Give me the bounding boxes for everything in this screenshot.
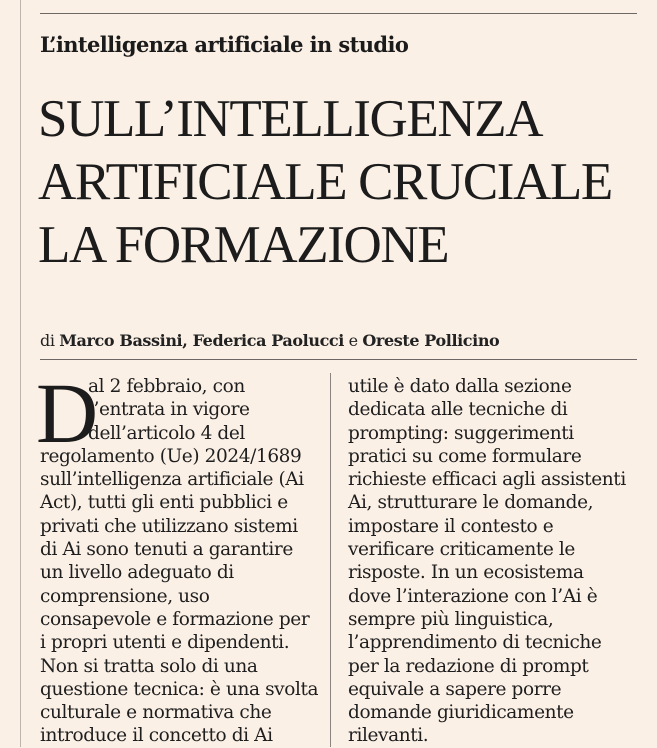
body-line: richieste efficaci agli assistenti (348, 469, 626, 491)
body-line: verificare criticamente le (348, 539, 575, 561)
byline-rule (40, 359, 637, 360)
body-line: i propri utenti e dipendenti. (40, 632, 290, 654)
section-kicker: L’intelligenza artificiale in studio (40, 32, 409, 57)
author-name: Marco Bassini (59, 331, 183, 350)
body-line: risposte. In un ecosistema (348, 562, 584, 584)
left-margin-rule (20, 0, 21, 747)
body-line: privati che utilizzano sistemi (40, 515, 298, 537)
top-rule (40, 13, 637, 14)
body-line: l’entrata in vigore (88, 399, 250, 421)
body-line: dedicata alle tecniche di (348, 399, 568, 421)
byline (40, 331, 499, 350)
body-line: sull’intelligenza artificiale (Ai (40, 469, 304, 491)
column-separator (330, 373, 331, 747)
body-line: equivale a sapere porre (348, 678, 562, 700)
body-line: Non si tratta solo di una (40, 655, 258, 677)
headline-line: ARTIFICIALE CRUCIALE (38, 153, 612, 211)
headline (38, 88, 648, 277)
body-line: prompting: suggerimenti (348, 422, 574, 444)
body-column-left (40, 375, 325, 748)
body-line: per la redazione di prompt (348, 655, 589, 677)
body-column-right (348, 375, 638, 748)
body-line: domande giuridicamente (348, 702, 574, 724)
body-line: un livello adeguato di (40, 562, 234, 584)
body-line: culturale e normativa che (40, 702, 272, 724)
body-line: comprensione, uso (40, 585, 210, 607)
body-line: Act), tutti gli enti pubblici e (40, 492, 288, 514)
body-line: utile è dato dalla sezione (348, 376, 572, 397)
body-line: sempre più linguistica, (348, 608, 554, 630)
body-line: regolamento (Ue) 2024/1689 (40, 445, 302, 467)
body-line: di Ai sono tenuti a garantire (40, 539, 293, 561)
author-name: Oreste Pollicino (362, 331, 500, 350)
body-line: rilevanti. (348, 725, 429, 747)
headline-line: LA FORMAZIONE (38, 216, 449, 274)
byline-prefix: di (40, 331, 60, 350)
author-separator: , (182, 331, 193, 350)
body-line: consapevole e formazione per (40, 608, 310, 630)
drop-cap: D (36, 365, 99, 461)
body-line: pratici su come formulare (348, 445, 582, 467)
body-line: l’apprendimento di tecniche (348, 632, 602, 654)
body-line: questione tecnica: è una svolta (40, 678, 319, 700)
headline-line: SULL’INTELLIGENZA (38, 90, 543, 148)
body-line: dove l’interazione con l’Ai è (348, 585, 598, 607)
author-separator: e (343, 331, 363, 350)
author-name: Federica Paolucci (192, 331, 344, 350)
body-line: al 2 febbraio, con (88, 376, 245, 397)
body-line: introduce il concetto di Ai (40, 725, 273, 747)
body-line: Ai, strutturare le domande, (348, 492, 594, 514)
body-line: dell’articolo 4 del (88, 422, 245, 444)
body-line: impostare il contesto e (348, 515, 554, 537)
